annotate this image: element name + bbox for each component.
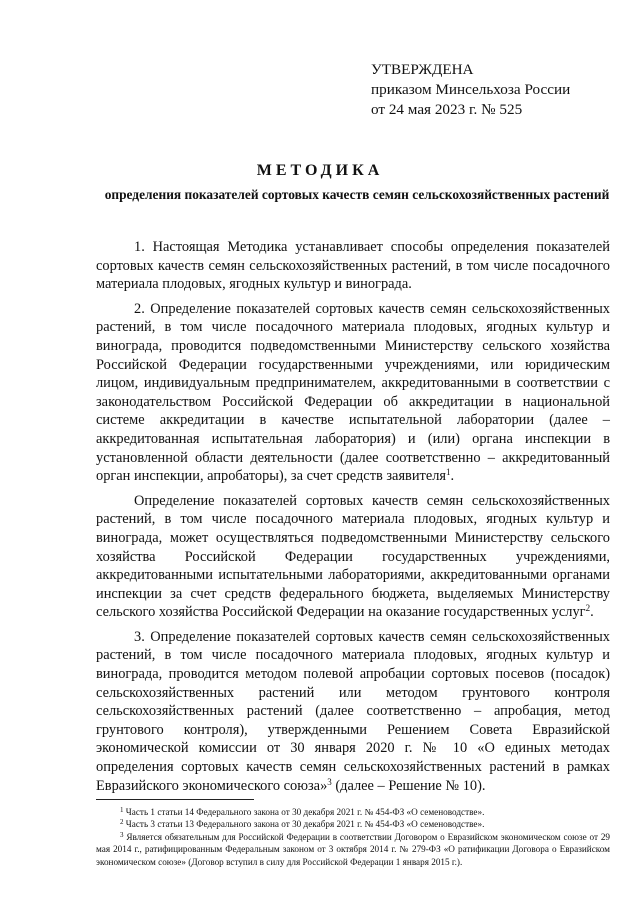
document-title: МЕТОДИКА bbox=[256, 162, 384, 179]
footnotes bbox=[96, 806, 610, 868]
paragraph-3 bbox=[96, 492, 610, 622]
document-body bbox=[96, 238, 610, 795]
footnote-3-number: 3 bbox=[120, 830, 124, 839]
footnote-divider bbox=[96, 799, 254, 800]
approval-order: приказом Минсельхоза России bbox=[371, 81, 571, 98]
paragraph-3-text: Определение показателей сортовых качеств семян сельскохозяйственных растений, в том числе посадочного материала плодовых, ягодных культур и винограда, может осуществляться подведомственными Министерству сельского хозяйства Российской Федерации государственных учреждениями, аккредитованными испытательными лабораториями, аккредитованными органами инспекции за счет средств федерального бюджета, выделяемых Министерству сельского хозяйства Российской Федерации на оказание государственных услуг bbox=[96, 492, 610, 621]
paragraph-1 bbox=[96, 238, 610, 294]
paragraph-4-end: (далее – Решение № 10). bbox=[331, 777, 486, 794]
footnote-3 bbox=[96, 831, 610, 868]
footnote-3-text: Является обязательным для Российской Федерации в соответствии Договором о Евразийском экономическом союзе от 29 мая 2014 г., ратифицированным Федеральным законом от 3 октября 2014 г. № 279-ФЗ «О ратификации Договора о Евразийском экономическом союзе» (Договор вступил в силу для Российской Федерации 1 января 2015 г.). bbox=[96, 831, 611, 867]
footnote-ref-2[interactable]: 2 bbox=[585, 603, 591, 614]
footnote-1-text: Часть 1 статьи 14 Федерального закона от 30 декабря 2021 г. № 454-ФЗ «О семеноводстве». bbox=[125, 807, 485, 817]
paragraph-2-end: . bbox=[450, 468, 455, 485]
paragraph-1-text: 1. Настоящая Методика устанавливает способы определения показателей сортовых качеств семян сельскохозяйственных растений, в том числе посадочного материала плодовых, ягодных культур и винограда. bbox=[96, 239, 610, 293]
approval-heading: УТВЕРЖДЕНА bbox=[371, 61, 474, 78]
footnote-ref-1[interactable]: 1 bbox=[446, 467, 451, 478]
footnote-2 bbox=[96, 818, 610, 830]
footnote-2-text: Часть 3 статьи 13 Федерального закона от 30 декабря 2021 г. № 454-ФЗ «О семеноводстве». bbox=[125, 819, 485, 830]
footnote-1-number: 1 bbox=[120, 806, 124, 814]
document-subtitle: определения показателей сортовых качеств семян сельскохозяйственных растений bbox=[104, 187, 610, 202]
paragraph-2-text: 2. Определение показателей сортовых качеств семян сельскохозяйственных растений, в том числе посадочного материала плодовых, ягодных культур и винограда, проводится подведомственными Министерству сельского хозяйства Российской Федерации государственными учреждениями, или юридическим лицом, индивидуальным предпринимателем, аккредитованными в соответствии с законодательством Российской Федерации об аккредитации в национальной системе аккредитации в качестве испытательной лаборатории (далее – аккредитованная испытательная лаборатория) и (или) органа инспекции в установленной области деятельности (далее соответственно – аккредитованный орган инспекции, апробаторы), за счет средств заявителя bbox=[96, 300, 610, 485]
footnote-ref-3[interactable]: 3 bbox=[327, 776, 332, 787]
approval-date: от 24 мая 2023 г. № 525 bbox=[371, 101, 523, 118]
paragraph-2 bbox=[96, 300, 610, 486]
footnote-1 bbox=[96, 806, 610, 818]
paragraph-4 bbox=[96, 628, 610, 795]
paragraph-4-text: 3. Определение показателей сортовых качеств семян сельскохозяйственных растений, в том числе посадочного материала плодовых, ягодных культур и винограда, проводится методом полевой апробации сортовых посевов (посадок) сельскохозяйственных растений или методом грунтового контроля сельскохозяйственных растений (далее соответственно – апробация, метод грунтового контроля), утвержденными Решением Совета Евразийской экономической комиссии от 30 января 2020 г. № 10 «О единых методах определения сортовых качеств семян сельскохозяйственных растений в рамках Евразийского экономического союза» bbox=[96, 628, 610, 794]
paragraph-3-end: . bbox=[590, 604, 594, 621]
approval-stamp bbox=[371, 60, 570, 120]
footnote-2-number: 2 bbox=[120, 818, 124, 827]
